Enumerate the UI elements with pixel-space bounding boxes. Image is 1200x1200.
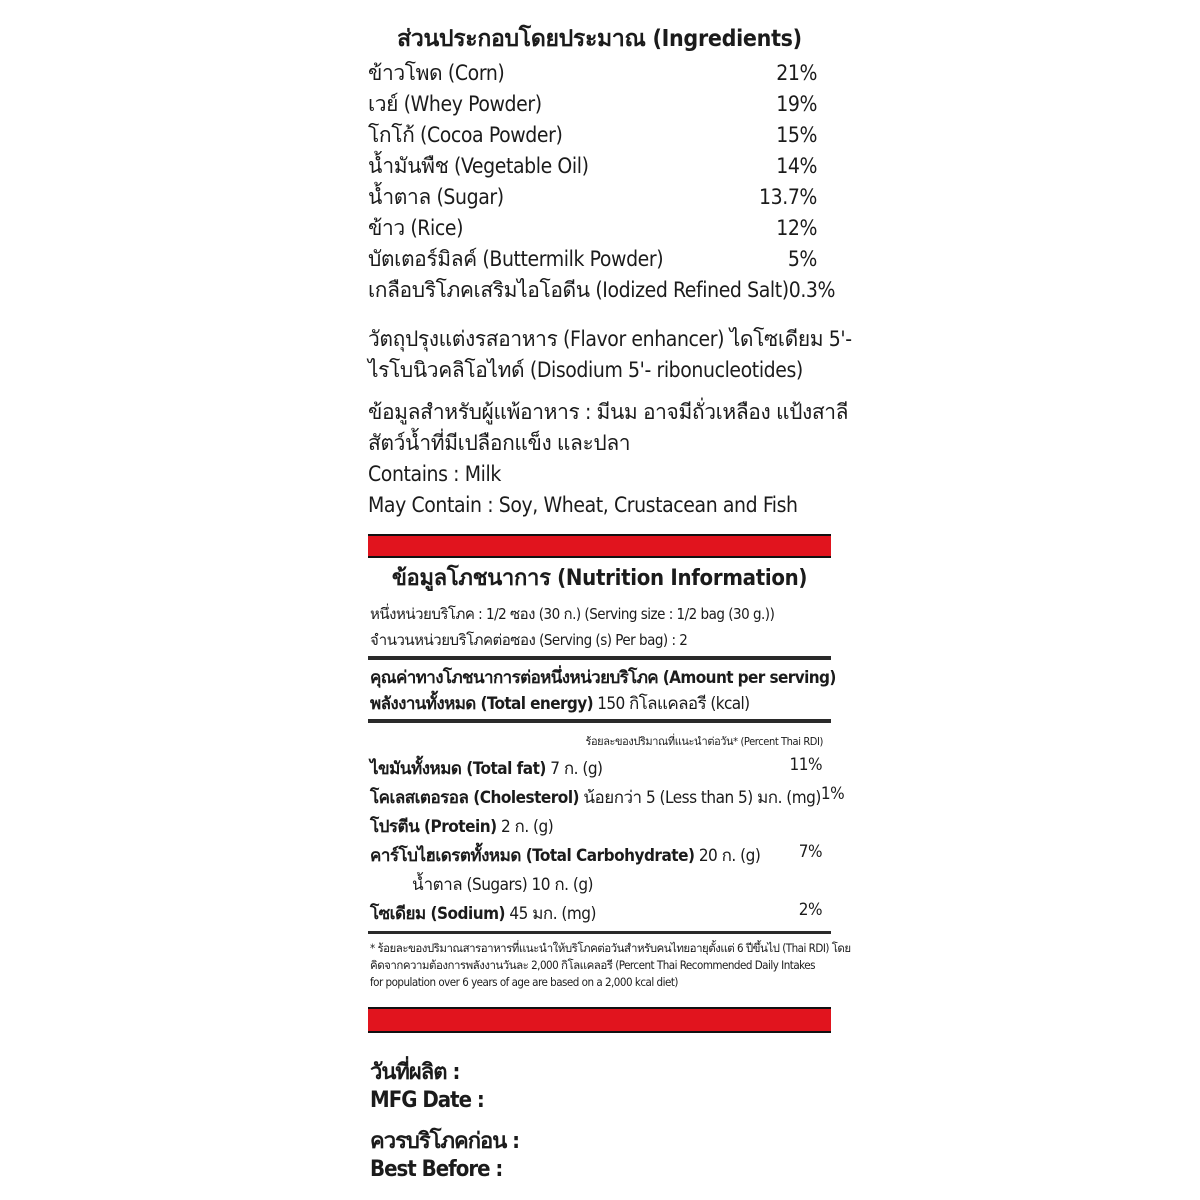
nutrient-text	[370, 900, 596, 927]
ingredient-name: น้ำตาล (Sugar)	[368, 185, 504, 209]
ingredients-list	[368, 58, 836, 306]
ingredient-name: โกโก้ (Cocoa Powder)	[368, 123, 563, 147]
nutrition-title: ข้อมูลโภชนาการ (Nutrition Information)	[391, 566, 808, 591]
may-contain-text: May Contain : Soy, Wheat, Crustacean and Fish	[368, 493, 798, 517]
energy-value: 150 กิโลแคลอรี (kcal)	[597, 694, 750, 714]
nutrient-text	[370, 842, 760, 869]
footnote-line-1: * ร้อยละของปริมาณสารอาหารที่แนะนำให้บริโภคต่อวันสำหรับคนไทยอายุตั้งแต่ 6 ปีขึ้นไป (Thai RDI) โดย	[370, 941, 851, 955]
best-before-en: Best Before :	[370, 1157, 503, 1182]
ingredient-row	[368, 182, 831, 213]
total-energy	[370, 690, 750, 717]
nutrient-text	[370, 755, 603, 782]
nutrient-rdi-percent: 11%	[789, 755, 822, 775]
servings-per-bag: จำนวนหน่วยบริโภคต่อซอง (Serving (s) Per bag) : 2	[370, 631, 688, 649]
ingredients-section	[368, 20, 836, 306]
nutrient-value: น้ำตาล (Sugars) 10 ก. (g)	[412, 875, 594, 895]
ingredient-row	[368, 120, 831, 151]
flavor-enhancer-note	[368, 324, 852, 386]
nutrient-label: โคเลสเตอรอล (Cholesterol)	[370, 788, 580, 808]
ingredient-row	[368, 213, 831, 244]
ingredient-row	[368, 89, 831, 120]
flavor-line-2: ไรโบนิวคลิโอไทด์ (Disodium 5'- ribonucleotides)	[368, 358, 803, 382]
footnote-line-2: คิดจากความต้องการพลังงานวันละ 2,000 กิโลแคลอรี (Percent Thai Recommended Daily Intakes	[370, 958, 815, 972]
nutrient-row	[370, 813, 822, 840]
nutrient-value: 2 ก. (g)	[500, 817, 554, 837]
rdi-footnote	[370, 940, 851, 991]
allergen-line-2: สัตว์น้ำที่มีเปลือกแข็ง และปลา	[368, 431, 631, 455]
footnote-line-3: for population over 6 years of age are based on a 2,000 kcal diet)	[370, 975, 678, 989]
ingredient-percent: 21%	[776, 61, 817, 85]
ingredient-name: บัตเตอร์มิลค์ (Buttermilk Powder)	[368, 247, 664, 271]
contains-text: Contains : Milk	[368, 462, 501, 486]
ingredient-name: เกลือบริโภคเสริมไอโอดีน (Iodized Refined Salt)	[368, 278, 789, 302]
mfg-date-th: วันที่ผลิต :	[370, 1060, 460, 1085]
rdi-header: ร้อยละของปริมาณที่แนะนำต่อวัน* (Percent Thai RDI)	[585, 735, 823, 748]
red-divider-bottom	[368, 1007, 831, 1033]
ingredient-name: ข้าวโพด (Corn)	[368, 61, 505, 85]
ingredient-percent: 13.7%	[758, 185, 817, 209]
ingredient-row	[368, 58, 831, 89]
ingredient-percent: 0.3%	[788, 278, 836, 302]
nutrient-label: โปรตีน (Protein)	[370, 817, 497, 837]
ingredient-name: น้ำมันพืช (Vegetable Oil)	[368, 154, 589, 178]
serving-size: หนึ่งหน่วยบริโภค : 1/2 ซอง (30 ก.) (Serving size : 1/2 bag (30 g.))	[370, 605, 775, 623]
nutrient-row	[370, 842, 822, 869]
nutrition-section	[368, 562, 831, 596]
ingredient-name: เวย์ (Whey Powder)	[368, 92, 542, 116]
nutrient-row	[370, 755, 822, 782]
nutrient-label: โซเดียม (Sodium)	[370, 904, 506, 924]
nutrient-value: น้อยกว่า 5 (Less than 5) มก. (mg)	[583, 788, 821, 808]
nutrient-row	[370, 900, 822, 927]
ingredient-percent: 14%	[776, 154, 817, 178]
nutrient-row	[370, 784, 845, 811]
nutrient-rdi-percent: 1%	[820, 784, 845, 804]
nutrient-label: คาร์โบไฮเดรตทั้งหมด (Total Carbohydrate)	[370, 846, 695, 866]
nutrient-row	[370, 871, 822, 898]
divider-thick-3	[368, 931, 831, 934]
flavor-line-1: วัตถุปรุงแต่งรสอาหาร (Flavor enhancer) ไดโซเดียม 5'-	[368, 327, 852, 351]
divider-thick-2	[368, 719, 831, 723]
allergen-line-1: ข้อมูลสำหรับผู้แพ้อาหาร : มีนม อาจมีถั่วเหลือง แป้งสาลี	[368, 400, 849, 424]
best-before-th: ควรบริโภคก่อน :	[370, 1129, 520, 1154]
ingredient-row	[368, 244, 831, 275]
amount-per-serving: คุณค่าทางโภชนาการต่อหนึ่งหน่วยบริโภค (Amount per serving)	[370, 668, 836, 688]
ingredients-title: ส่วนประกอบโดยประมาณ (Ingredients)	[397, 26, 802, 52]
nutrient-value: 45 มก. (mg)	[509, 904, 596, 924]
divider-thick-1	[368, 656, 831, 660]
nutrient-text	[370, 813, 553, 840]
ingredient-name: ข้าว (Rice)	[368, 216, 464, 240]
nutrient-text	[370, 871, 593, 898]
ingredient-percent: 19%	[776, 92, 817, 116]
ingredient-percent: 12%	[776, 216, 817, 240]
ingredient-row	[368, 151, 831, 182]
nutrient-rdi-percent: 7%	[798, 842, 822, 862]
red-divider-top	[368, 534, 831, 558]
ingredient-percent: 15%	[776, 123, 817, 147]
nutrient-label: ไขมันทั้งหมด (Total fat)	[370, 759, 546, 779]
ingredient-row	[368, 275, 836, 306]
mfg-date-en: MFG Date :	[370, 1088, 484, 1113]
nutrient-text	[370, 784, 821, 811]
ingredient-percent: 5%	[787, 247, 817, 271]
energy-label: พลังงานทั้งหมด (Total energy)	[370, 694, 594, 714]
nutrient-rdi-percent: 2%	[798, 900, 822, 920]
nutrient-value: 7 ก. (g)	[550, 759, 603, 779]
nutrient-value: 20 ก. (g)	[698, 846, 761, 866]
allergen-info	[368, 397, 849, 521]
